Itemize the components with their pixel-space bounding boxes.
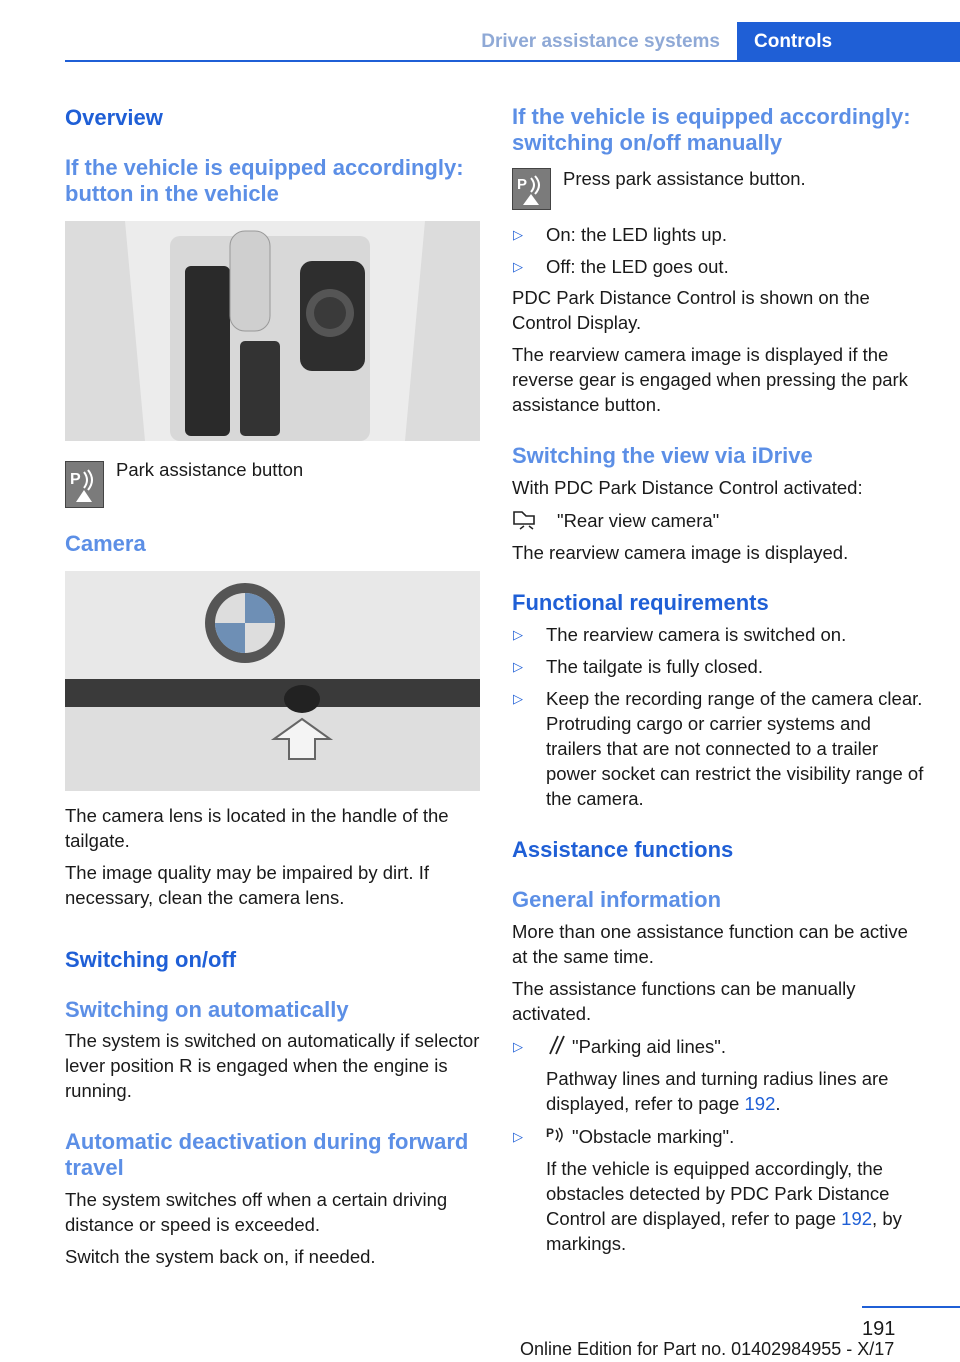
obstacle-marking-icon: [546, 1124, 566, 1151]
bullet-triangle-icon: ▷: [513, 1039, 523, 1054]
with-pdc-paragraph: With PDC Park Distance Control activated:: [512, 477, 863, 498]
camera-paragraph-1: The camera lens is located in the handle of the tailgate.: [65, 805, 449, 851]
press-button-text: Press park assistance button.: [563, 168, 806, 189]
pdc-shown-paragraph: PDC Park Distance Control is shown on the Control Display.: [512, 287, 870, 333]
park-assist-label: Park assistance button: [116, 459, 304, 480]
overview-heading: Overview: [65, 105, 163, 130]
footer-edition: Online Edition for Part no. 01402984955 - X/17: [520, 1339, 895, 1359]
page-header: [0, 0, 960, 62]
auto-deactivation-heading: Automatic deactivation during forward travel: [65, 1129, 469, 1180]
obstacle-description-text: If the vehicle is equipped accordingly, the obstacles detected by PDC Park Distance Control are displayed, refer to page: [546, 1158, 890, 1229]
obstacle-description-end: by markings.: [546, 1208, 902, 1254]
general-information-heading: General information: [512, 887, 722, 912]
header-section-title: Driver assistance systems: [481, 31, 720, 52]
camera-heading: Camera: [65, 531, 146, 556]
list-item: The rearview camera is switched on.: [546, 624, 847, 645]
bullet-triangle-icon: ▷: [513, 227, 523, 242]
bullet-triangle-icon: ▷: [513, 627, 523, 642]
switch-view-heading: Switching the view via iDrive: [512, 443, 813, 468]
list-item: Keep the recording range of the camera clear. Protruding cargo or carrier systems and trailers that are not connected to a trailer power socket can restrict the visibility range of the camera.: [546, 688, 924, 809]
camera-paragraph-2: The image quality may be impaired by dirt. If necessary, clean the camera lens.: [65, 862, 429, 908]
svg-text:P: P: [70, 471, 81, 488]
parking-aid-lines-icon: [546, 1034, 566, 1061]
auto-deactivation-paragraph-2: Switch the system back on, if needed.: [65, 1246, 376, 1267]
bullet-triangle-icon: ▷: [513, 259, 523, 274]
general-paragraph-1: More than one assistance function can be active at the same time.: [512, 921, 908, 967]
page-reference-link[interactable]: 192: [744, 1093, 776, 1114]
equipped-button-heading: If the vehicle is equipped accordingly: button in the vehicle: [65, 155, 464, 206]
switching-auto-paragraph: The system is switched on automatically if selector lever position R is engaged when the engine is running.: [65, 1030, 480, 1101]
parking-aid-description-text: Pathway lines and turning radius lines are displayed, refer to page: [546, 1068, 889, 1114]
svg-text:P: P: [546, 1126, 555, 1140]
list-item: The tailgate is fully closed.: [546, 656, 763, 677]
header-rule: [65, 60, 960, 62]
bullet-triangle-icon: ▷: [513, 659, 523, 674]
obstacle-marking-label: "Obstacle marking".: [572, 1126, 735, 1147]
park-assist-icon: [512, 168, 551, 210]
image-displayed-paragraph: The rearview camera image is displayed.: [512, 542, 849, 563]
header-chapter-tab: Controls: [737, 22, 960, 62]
footer-rule: [862, 1306, 960, 1308]
parking-aid-lines-label: "Parking aid lines".: [572, 1036, 727, 1057]
console-photo: [65, 221, 480, 441]
bullet-triangle-icon: ▷: [513, 691, 523, 706]
obstacle-marking-description: If the vehicle is equipped accordingly, the obstacles detected by PDC Park Distance Control are displayed, refer to page 192, by markings.: [546, 1158, 902, 1254]
rear-view-camera-label: "Rear view camera": [557, 510, 720, 531]
assistance-functions-heading: Assistance functions: [512, 837, 734, 862]
manual-switch-heading: If the vehicle is equipped accordingly: switching on/off manually: [512, 104, 911, 155]
rear-camera-icon: [512, 508, 542, 535]
general-paragraph-2: The assistance functions can be manually activated.: [512, 978, 856, 1024]
switching-heading: Switching on/off: [65, 947, 237, 972]
page-number: 191: [862, 1318, 896, 1340]
bullet-triangle-icon: ▷: [513, 1129, 523, 1144]
switching-auto-heading: Switching on automatically: [65, 997, 349, 1022]
list-item: On: the LED lights up.: [546, 224, 727, 245]
list-item: Off: the LED goes out.: [546, 256, 729, 277]
camera-photo: [65, 571, 480, 791]
rearview-displayed-paragraph: The rearview camera image is displayed if the reverse gear is engaged when pressing the park assistance button.: [512, 344, 908, 415]
svg-text:P: P: [517, 176, 528, 193]
park-assist-icon: [65, 461, 104, 508]
auto-deactivation-paragraph-1: The system switches off when a certain driving distance or speed is exceeded.: [65, 1189, 448, 1235]
parking-aid-description: Pathway lines and turning radius lines are displayed, refer to page 192.: [546, 1068, 889, 1114]
page-reference-link[interactable]: 192: [841, 1208, 873, 1229]
functional-requirements-heading: Functional requirements: [512, 590, 769, 615]
